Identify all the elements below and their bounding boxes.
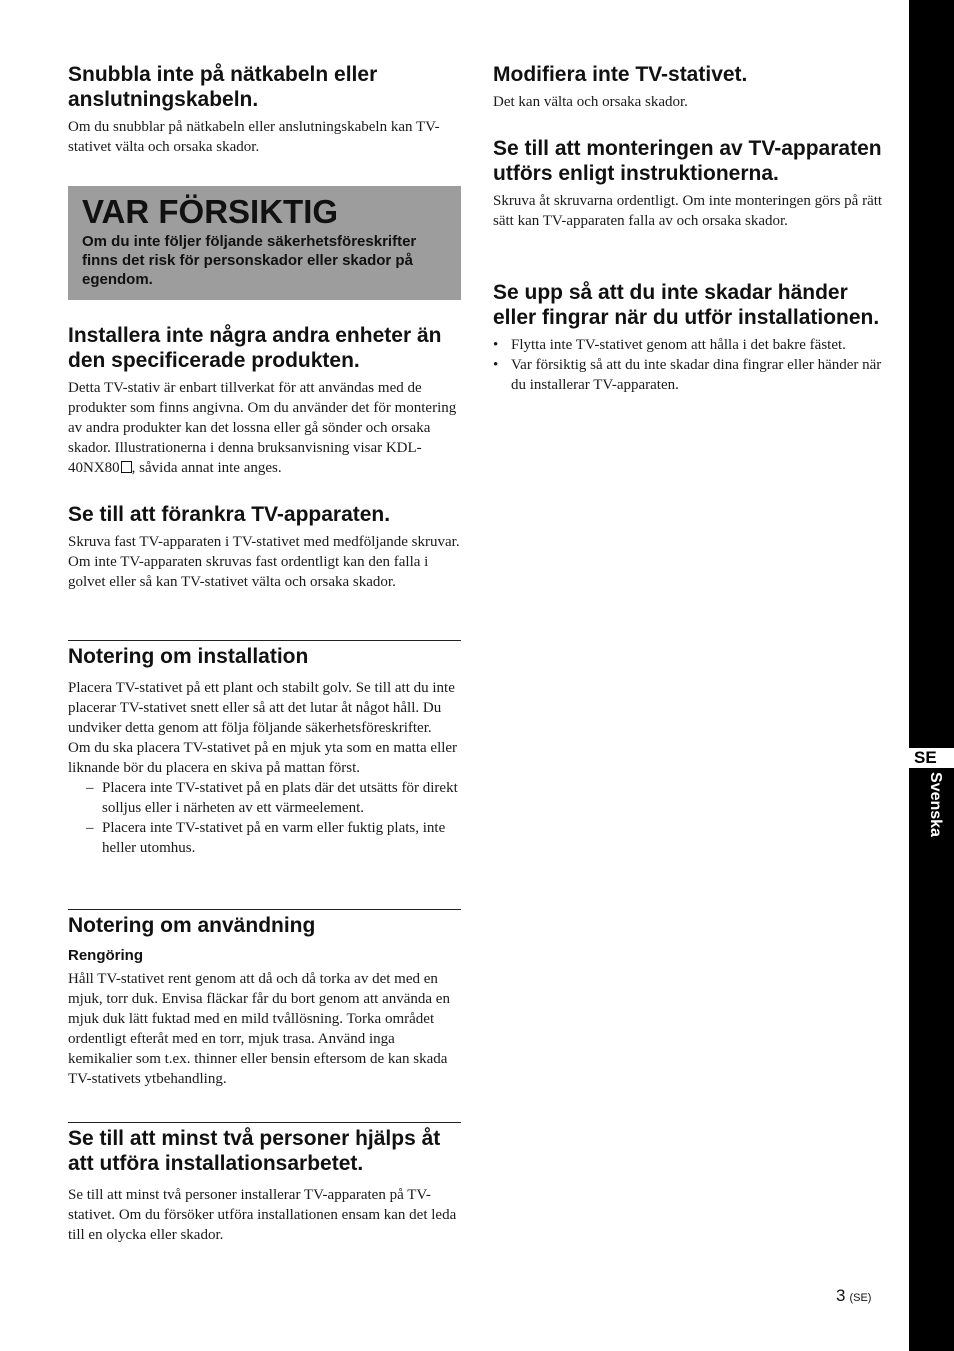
section-body: Skruva fast TV-apparaten i TV-stativet med medföljande skruvar. Om inte TV-apparaten skruvas fast ordentligt kan den falla i golvet eller så kan TV-stativet välta och orsaka skador. — [68, 534, 460, 590]
section-body — [68, 378, 461, 478]
section-body: Håll TV-stativet rent genom att då och då torka av det med en mjuk, torr duk. Envisa fläckar får du bort genom att använda en mjuk duk lätt fuktad med en mild tvållösning. Torka området ordentligt efteråt med en torr, mjuk trasa. Använd inga kemikalier som t.ex. thinner eller bensin eftersom de kan skada TV-stativets ytbehandling. — [68, 971, 450, 1087]
section-heading: Se till att minst två personer hjälps åt att utföra installationsarbetet. — [68, 1127, 441, 1175]
language-code: SE — [909, 748, 954, 768]
page-number-value: 3 — [836, 1286, 846, 1305]
body-text: Detta TV-stativ är enbart tillverkat för att användas med de produkter som finns angivna. Om du använder det för montering av andra produkter kan det lossna eller gå sönder och orsaka skador. Illustrationerna i denna bruksanvisning visar KDL-40NX80 — [68, 380, 457, 476]
section-heading: Se till att monteringen av TV-apparaten utförs enligt instruktionerna. — [493, 137, 882, 185]
section-modify-stand — [493, 62, 886, 112]
section-body: Det kan välta och orsaka skador. — [493, 94, 688, 110]
section-heading: Se till att förankra TV-apparaten. — [68, 503, 391, 526]
caution-box — [68, 186, 461, 300]
section-heading: Notering om användning — [68, 914, 316, 937]
section-heading: Modifiera inte TV-stativet. — [493, 63, 748, 86]
section-heading: Notering om installation — [68, 645, 309, 668]
section-two-persons — [68, 1122, 461, 1245]
list-item: • Flytta inte TV-stativet genom att hålla i det bakre fästet. — [493, 335, 886, 355]
section-usage-note — [68, 909, 461, 1089]
bullet-list — [493, 335, 886, 395]
body-text-end: , såvida annat inte anges. — [131, 460, 282, 476]
language-name: Svenska — [927, 772, 944, 837]
section-hands-fingers — [493, 280, 886, 395]
caution-title: VAR FÖRSIKTIG — [82, 193, 339, 230]
section-heading: Se upp så att du inte skadar händer eller fingrar när du utför installationen. — [493, 281, 880, 329]
section-anchor-tv — [68, 502, 461, 592]
placeholder-square-icon — [121, 461, 132, 473]
page-number — [836, 1286, 871, 1306]
section-specified-product — [68, 323, 461, 478]
section-body: Skruva åt skruvarna ordentligt. Om inte monteringen görs på rätt sätt kan TV-apparaten falla av och orsaka skador. — [493, 193, 883, 229]
section-body-2: Om du ska placera TV-stativet på en mjuk yta som en matta eller liknande bör du placera en skiva på mattan först. — [68, 740, 458, 776]
section-installation-note — [68, 640, 461, 858]
language-side-tab — [909, 0, 954, 1351]
list-item: • Var försiktig så att du inte skadar dina fingrar eller händer när du installerar TV-apparaten. — [493, 355, 886, 395]
section-body: Om du snubblar på nätkabeln eller anslutningskabeln kan TV-stativet välta och orsaka skador. — [68, 119, 440, 155]
section-body: Placera TV-stativet på ett plant och stabilt golv. Se till att du inte placerar TV-stativet snett eller så att det lutar åt något håll. Du undviker detta genom att följa följande säkerhetsföreskrifter. — [68, 680, 455, 736]
section-body: Se till att minst två personer installerar TV-apparaten på TV-stativet. Om du försöker utföra installationen ensam kan det leda till en olycka eller skador. — [68, 1187, 457, 1243]
dash-list — [68, 778, 461, 858]
section-mounting-instructions — [493, 136, 886, 231]
section-heading: Installera inte några andra enheter än den specificerade produkten. — [68, 324, 442, 372]
section-subheading: Rengöring — [68, 947, 143, 964]
section-trip-cable — [68, 62, 461, 157]
list-item: – Placera inte TV-stativet på en plats där det utsätts för direkt solljus eller i närheten av ett värmeelement. — [68, 778, 461, 818]
page-number-suffix: (SE) — [849, 1292, 872, 1304]
list-item: – Placera inte TV-stativet på en varm eller fuktig plats, inte heller utomhus. — [68, 818, 461, 858]
section-heading: Snubbla inte på nätkabeln eller anslutningskabeln. — [68, 63, 378, 111]
caution-text: Om du inte följer följande säkerhetsföreskrifter finns det risk för personskador eller skador på egendom. — [82, 233, 417, 288]
